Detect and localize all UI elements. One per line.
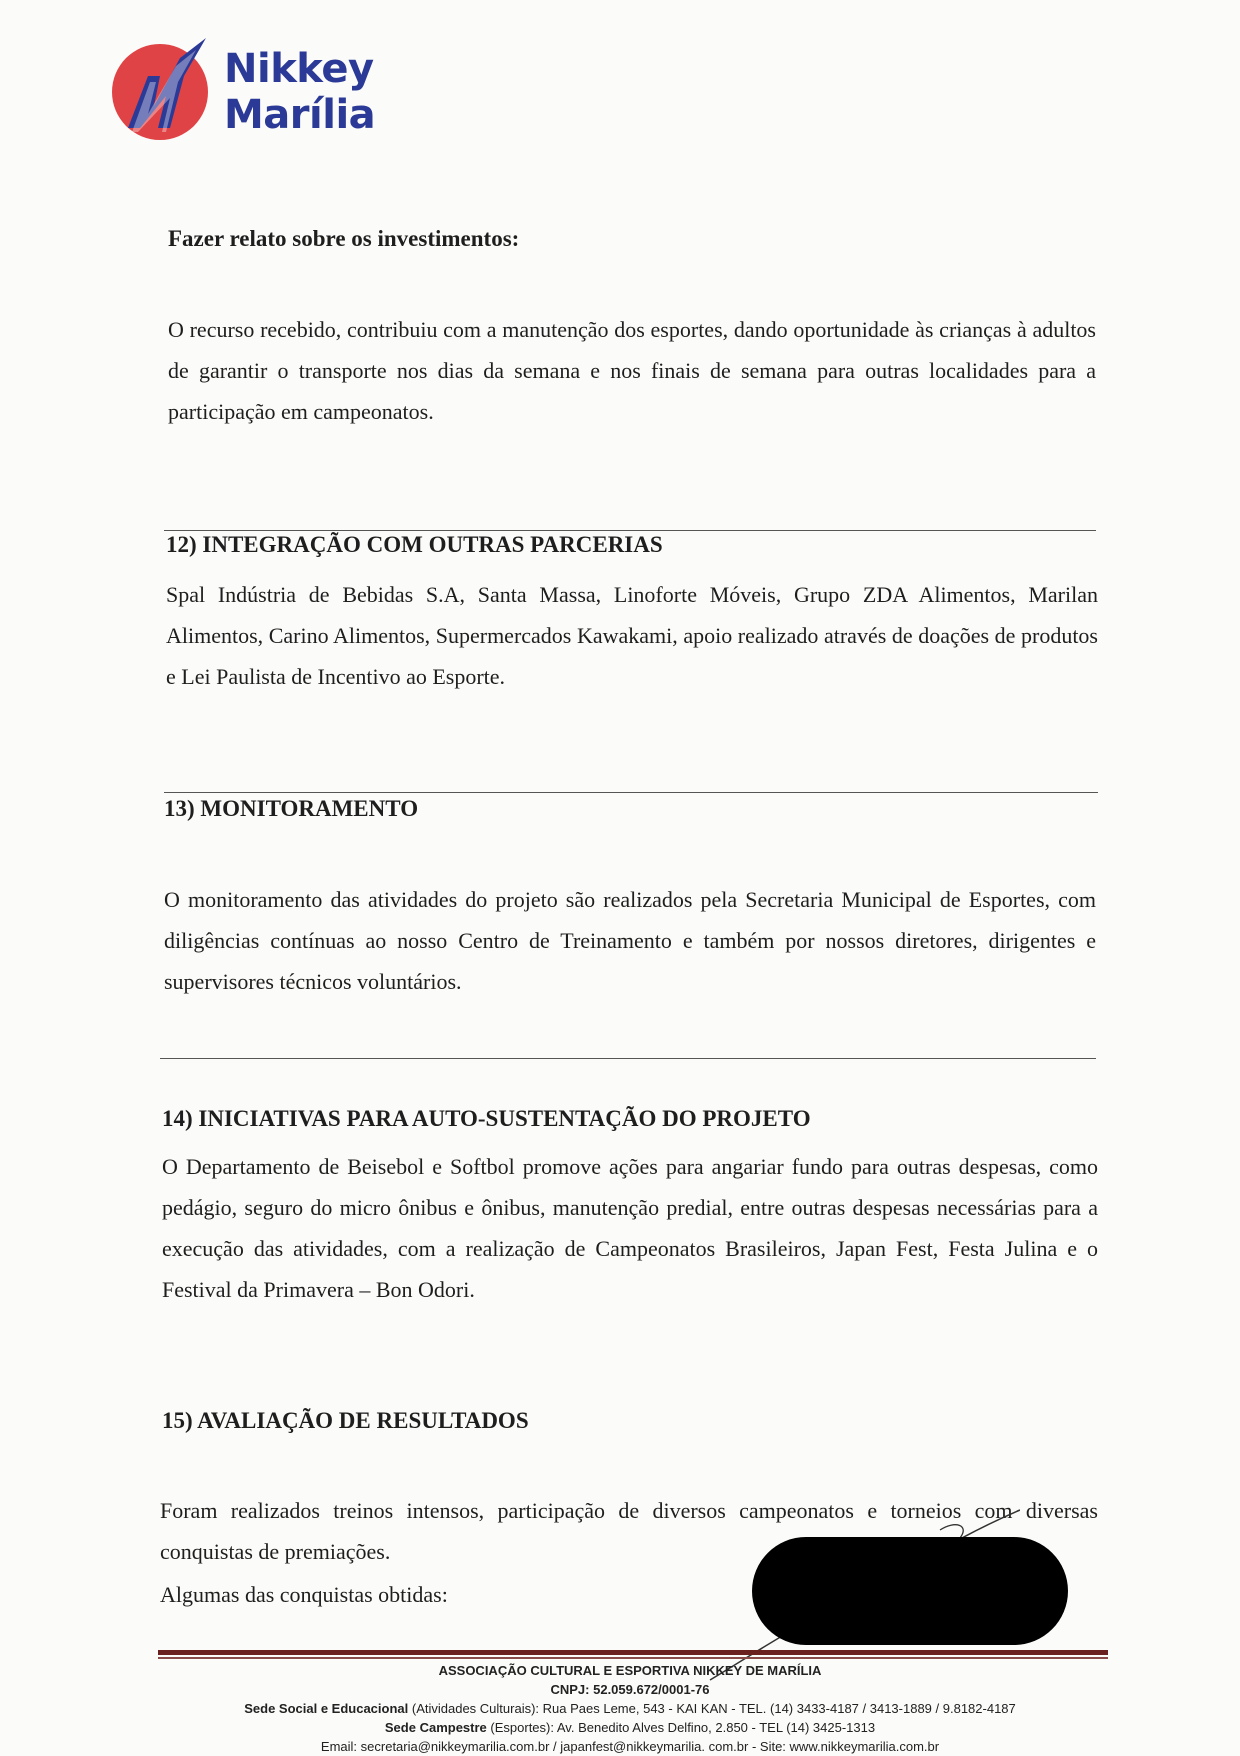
logo-emblem-icon (110, 36, 220, 146)
redaction-block (752, 1537, 1068, 1645)
logo-line1: Nikkey (224, 46, 374, 92)
monitoramento-text: O monitoramento das atividades do projeto são realizados pela Secretaria Municipal de Esportes, com diligências contínuas ao nosso Centro de Treinamento e também por nossos diretores, dirigentes e supervisores técnicos voluntários. (164, 887, 1096, 994)
avaliacao-text2: Algumas das conquistas obtidas: (160, 1582, 448, 1607)
footer-sede-social (150, 1699, 1110, 1718)
footer-rule-thin (158, 1657, 1108, 1659)
autosustentacao-heading: 14) INICIATIVAS PARA AUTO-SUSTENTAÇÃO DO PROJETO (162, 1106, 811, 1131)
divider (164, 792, 1098, 793)
investimentos-heading: Fazer relato sobre os investimentos: (168, 226, 520, 251)
logo-line2: Marília (224, 92, 376, 138)
site-label: - Site: (751, 1739, 786, 1754)
site-link[interactable]: www.nikkeymarilia.com.br (789, 1739, 940, 1754)
avaliacao-text: Foram realizados treinos intensos, participação de diversos campeonatos e torneios com diversas conquistas de premiações. (160, 1498, 1098, 1564)
footer-cnpj: CNPJ: 52.059.672/0001-76 (550, 1682, 710, 1697)
footer (150, 1661, 1110, 1756)
email-separator: / (553, 1739, 557, 1754)
autosustentacao-text: O Departamento de Beisebol e Softbol promove ações para angariar fundo para outras despesas, como pedágio, seguro do micro ônibus e ônibus, manutenção predial, entre outras despesas necessárias para a execução das atividades, com a realização de Campeonatos Brasileiros, Japan Fest, Festa Julina e o Festival da Primavera – Bon Odori. (162, 1154, 1098, 1302)
divider (160, 1058, 1096, 1059)
email-japanfest[interactable]: japanfest@nikkeymarilia. com.br (560, 1739, 749, 1754)
sede-social-text: (Atividades Culturais): Rua Paes Leme, 543 - KAI KAN - TEL. (14) 3433-4187 / 3413-1889 / 9.8182-4187 (411, 1701, 1016, 1716)
footer-rule (158, 1650, 1108, 1655)
footer-sede-campestre (150, 1718, 1110, 1737)
parcerias-heading: 12) INTEGRAÇÃO COM OUTRAS PARCERIAS (166, 532, 663, 557)
parcerias-text: Spal Indústria de Bebidas S.A, Santa Massa, Linoforte Móveis, Grupo ZDA Alimentos, Marilan Alimentos, Carino Alimentos, Supermercados Kawakami, apoio realizado através de doações de produtos e Lei Paulista de Incentivo ao Esporte. (166, 582, 1098, 689)
email-label: Email: (320, 1739, 358, 1754)
footer-org: ASSOCIAÇÃO CULTURAL E ESPORTIVA NIKKEY DE MARÍLIA (438, 1663, 822, 1678)
sede-campestre-label: Sede Campestre (384, 1720, 487, 1735)
investimentos-text: O recurso recebido, contribuiu com a manutenção dos esportes, dando oportunidade às crianças à adultos de garantir o transporte nos dias da semana e nos finais de semana para outras localidades para a participação em campeonatos. (168, 317, 1096, 424)
nikkey-marilia-logo (110, 36, 380, 156)
footer-contacts (150, 1737, 1110, 1756)
divider (164, 530, 1096, 531)
sede-campestre-text: (Esportes): Av. Benedito Alves Delfino, 2.850 - TEL (14) 3425-1313 (490, 1720, 876, 1735)
avaliacao-heading: 15) AVALIAÇÃO DE RESULTADOS (162, 1408, 529, 1433)
sede-social-label: Sede Social e Educacional (244, 1701, 409, 1716)
email-secretaria[interactable]: secretaria@nikkeymarilia.com.br (360, 1739, 550, 1754)
monitoramento-heading: 13) MONITORAMENTO (164, 796, 419, 821)
